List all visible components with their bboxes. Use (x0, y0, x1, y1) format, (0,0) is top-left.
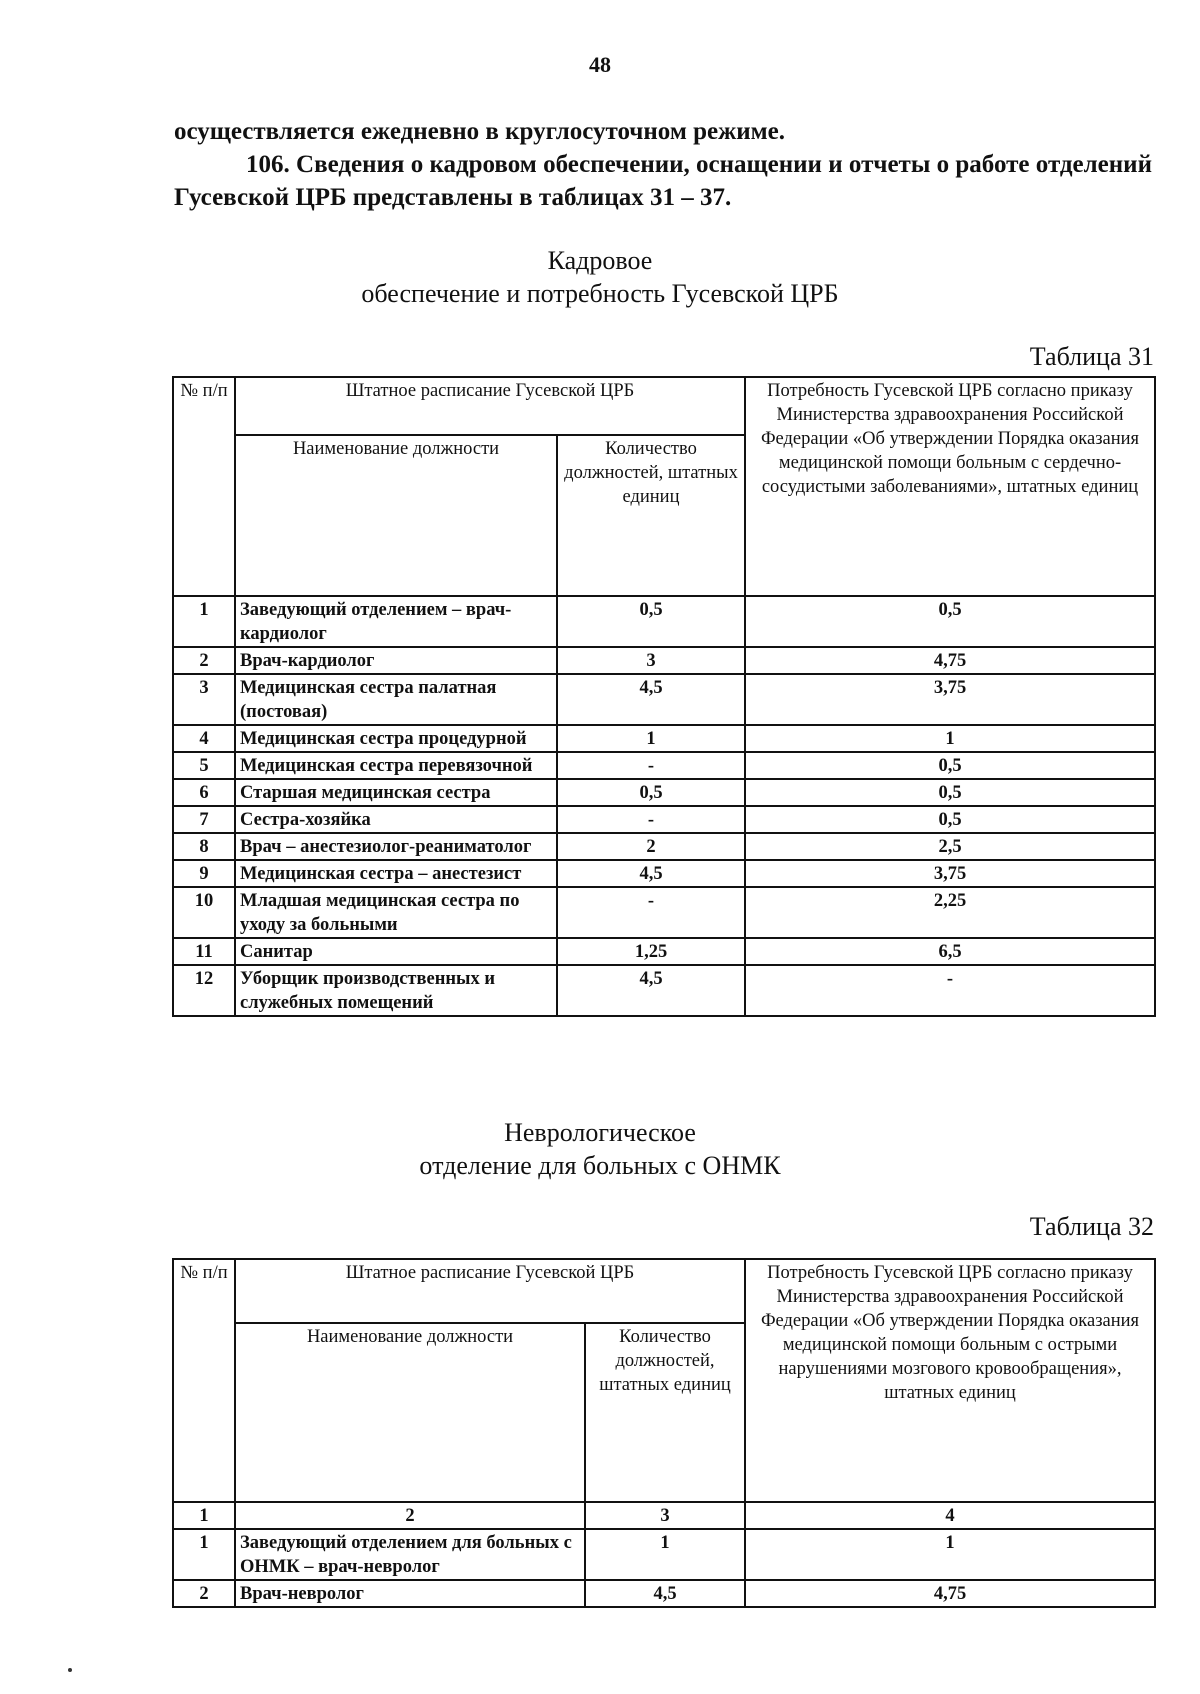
row-number: 3 (173, 674, 235, 725)
table-31 (172, 376, 1156, 1017)
row-need: 0,5 (745, 779, 1155, 806)
row-position: Старшая медицинская сестра (235, 779, 557, 806)
table-row (173, 596, 1155, 647)
row-need: 0,5 (745, 596, 1155, 647)
row-number: 12 (173, 965, 235, 1016)
row-position: Заведующий отделением – врач-кардиолог (235, 596, 557, 647)
row-need: 3,75 (745, 674, 1155, 725)
row-position: Младшая медицинская сестра по уходу за больными (235, 887, 557, 938)
row-position: Медицинская сестра перевязочной (235, 752, 557, 779)
header-count: Количество должностей, штатных единиц (557, 435, 745, 596)
row-need: 2,5 (745, 833, 1155, 860)
row-position: Медицинская сестра – анестезист (235, 860, 557, 887)
row-position: Медицинская сестра палатная (постовая) (235, 674, 557, 725)
row-count: 1 (585, 1529, 745, 1580)
row-position: Медицинская сестра процедурной (235, 725, 557, 752)
table31-label: Таблица 31 (1029, 342, 1154, 371)
row-need: 4,75 (745, 1580, 1155, 1607)
row-position: Санитар (235, 938, 557, 965)
header-need: Потребность Гусевской ЦРБ согласно приказу Министерства здравоохранения Российской Федерации «Об утверждении Порядка оказания медицинской помощи больным с сердечно-сосудистыми заболеваниями», штатных единиц (745, 377, 1155, 596)
scan-speck (68, 1668, 72, 1672)
row-number: 1 (173, 1529, 235, 1580)
header-need: Потребность Гусевской ЦРБ согласно приказу Министерства здравоохранения Российской Федерации «Об утверждении Порядка оказания медицинской помощи больным с острыми нарушениями мозгового кровообращения», штатных единиц (745, 1259, 1155, 1502)
table-row (173, 938, 1155, 965)
row-need: 2,25 (745, 887, 1155, 938)
row-position: Заведующий отделением для больных с ОНМК – врач-невролог (235, 1529, 585, 1580)
row-need: 6,5 (745, 938, 1155, 965)
table-row (173, 725, 1155, 752)
row-number: 9 (173, 860, 235, 887)
table-row (173, 887, 1155, 938)
paragraph-106: 106. Сведения о кадровом обеспечении, оснащении и отчеты о работе отделений Гусевской ЦРБ представлены в таблицах 31 – 37. (174, 151, 1152, 211)
row-need: 0,5 (745, 752, 1155, 779)
row-count: 0,5 (557, 779, 745, 806)
table-row (173, 779, 1155, 806)
col-number-3: 3 (585, 1502, 745, 1529)
header-count: Количество должностей, штатных единиц (585, 1323, 745, 1502)
row-need: 1 (745, 725, 1155, 752)
section2-title (0, 1116, 1200, 1182)
section2-title-line1: Неврологическое (504, 1118, 696, 1147)
section1-title (0, 244, 1200, 310)
row-number: 10 (173, 887, 235, 938)
section1-title-line1: Кадровое (547, 246, 653, 275)
table-row (173, 647, 1155, 674)
row-count: 3 (557, 647, 745, 674)
row-count: - (557, 887, 745, 938)
row-need: - (745, 965, 1155, 1016)
header-position: Наименование должности (235, 1323, 585, 1502)
col-number-4: 4 (745, 1502, 1155, 1529)
row-number: 8 (173, 833, 235, 860)
table-row (173, 752, 1155, 779)
row-position: Врач-невролог (235, 1580, 585, 1607)
row-count: 4,5 (585, 1580, 745, 1607)
table-row (173, 860, 1155, 887)
table-32 (172, 1258, 1156, 1608)
table32-label: Таблица 32 (1029, 1212, 1154, 1241)
table31-body (173, 596, 1155, 1016)
row-number: 7 (173, 806, 235, 833)
row-number: 11 (173, 938, 235, 965)
table-row (173, 965, 1155, 1016)
row-count: 4,5 (557, 674, 745, 725)
row-count: - (557, 752, 745, 779)
row-number: 2 (173, 647, 235, 674)
table-row (173, 674, 1155, 725)
row-need: 1 (745, 1529, 1155, 1580)
page-number: 48 (589, 52, 611, 77)
header-position: Наименование должности (235, 435, 557, 596)
table-row (173, 1580, 1155, 1607)
row-number: 5 (173, 752, 235, 779)
col-number-1: 1 (173, 1502, 235, 1529)
row-need: 4,75 (745, 647, 1155, 674)
row-count: 4,5 (557, 965, 745, 1016)
row-need: 3,75 (745, 860, 1155, 887)
row-position: Сестра-хозяйка (235, 806, 557, 833)
row-position: Врач – анестезиолог-реаниматолог (235, 833, 557, 860)
col-number-2: 2 (235, 1502, 585, 1529)
row-position: Врач-кардиолог (235, 647, 557, 674)
row-number: 1 (173, 596, 235, 647)
header-num: № п/п (173, 377, 235, 596)
section1-title-line2: обеспечение и потребность Гусевской ЦРБ (361, 279, 839, 308)
header-staff-group: Штатное расписание Гусевской ЦРБ (235, 377, 745, 435)
row-count: 1 (557, 725, 745, 752)
table-row (173, 1529, 1155, 1580)
header-num: № п/п (173, 1259, 235, 1502)
row-count: 4,5 (557, 860, 745, 887)
row-number: 6 (173, 779, 235, 806)
row-number: 2 (173, 1580, 235, 1607)
table-row (173, 806, 1155, 833)
table-row (173, 833, 1155, 860)
section2-title-line2: отделение для больных с ОНМК (419, 1151, 781, 1180)
row-need: 0,5 (745, 806, 1155, 833)
table32-body (173, 1529, 1155, 1607)
row-count: 1,25 (557, 938, 745, 965)
row-count: 2 (557, 833, 745, 860)
row-count: 0,5 (557, 596, 745, 647)
paragraph-continuation: осуществляется ежедневно в круглосуточном режиме. (174, 118, 786, 145)
row-count: - (557, 806, 745, 833)
row-position: Уборщик производственных и служебных помещений (235, 965, 557, 1016)
row-number: 4 (173, 725, 235, 752)
header-staff-group: Штатное расписание Гусевской ЦРБ (235, 1259, 745, 1323)
